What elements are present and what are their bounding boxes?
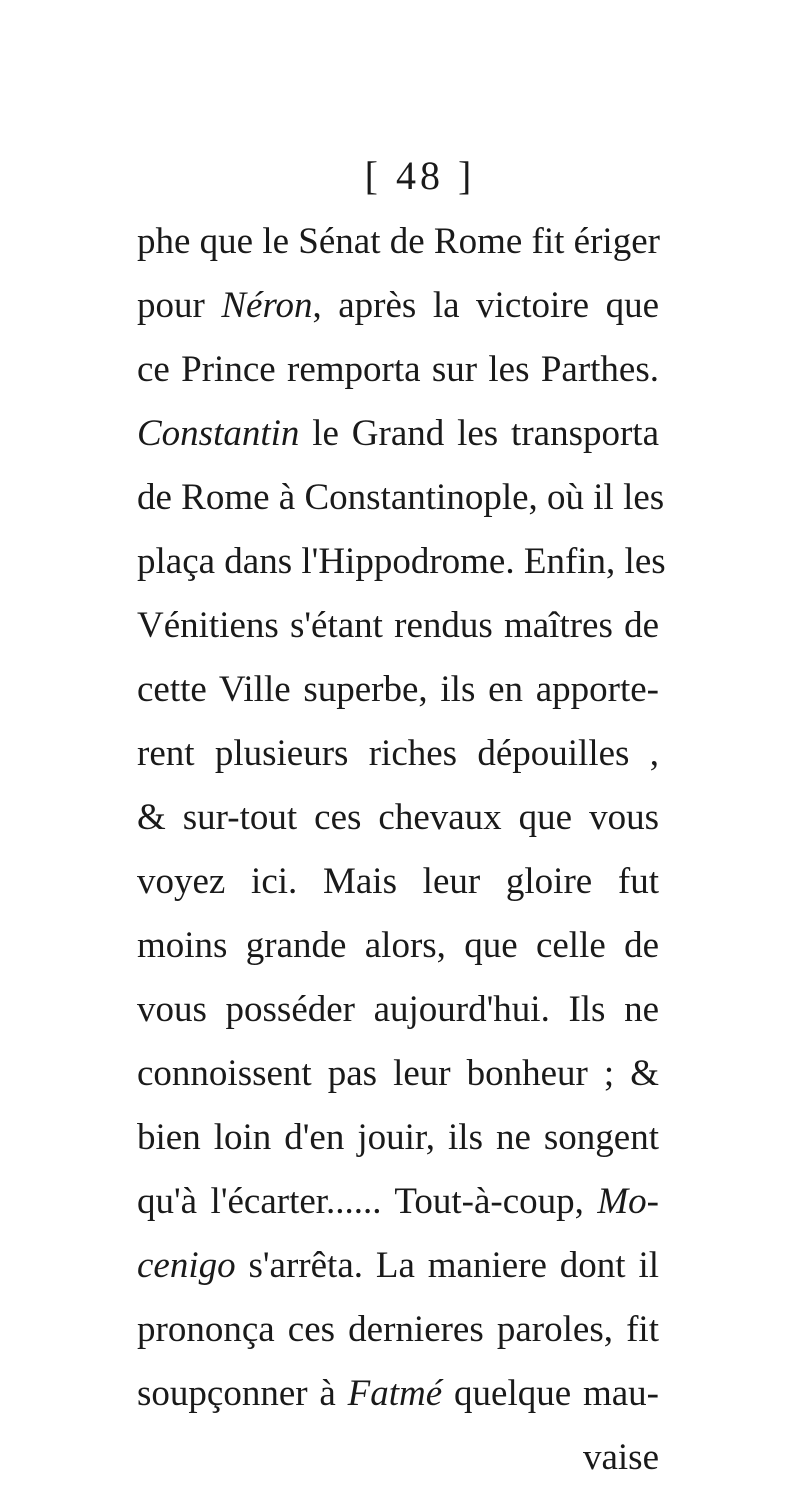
text-line: [137, 914, 659, 978]
text-segment: Vénitiens s'étant rendus maîtres de: [137, 605, 659, 646]
text-segment: rent plusieurs riches dépouilles ,: [137, 733, 659, 774]
text-segment: connoissent pas leur bonheur ; &: [137, 1053, 659, 1094]
text-segment: prononça ces dernieres paroles, fit: [137, 1309, 659, 1350]
text-segment: qu'à l'écarter...... Tout-à-coup,: [137, 1181, 598, 1222]
italic-name: Mo-: [597, 1181, 659, 1222]
text-line: [137, 594, 659, 658]
text-segment: & sur-tout ces chevaux que vous: [137, 797, 659, 838]
text-segment: bien loin d'en jouir, ils ne songent: [137, 1117, 659, 1158]
text-segment: cette Ville superbe, ils en apporte-: [137, 669, 659, 710]
text-line: [137, 1234, 659, 1298]
text-line: [137, 786, 659, 850]
text-segment: quelque mau-: [442, 1373, 659, 1414]
text-line: [137, 210, 659, 274]
italic-name: Fatmé: [347, 1373, 443, 1414]
body-text: [137, 210, 666, 1490]
text-segment: vaise: [582, 1437, 659, 1478]
text-line: [137, 850, 659, 914]
text-line: [137, 722, 659, 786]
italic-name: cenigo: [137, 1245, 236, 1286]
text-segment: pour: [137, 285, 222, 326]
text-line: [137, 402, 659, 466]
page-number: [ 48 ]: [364, 153, 476, 198]
text-line: [137, 1106, 659, 1170]
text-line: [137, 338, 659, 402]
text-segment: de Rome à Constantinople, où il les: [137, 477, 665, 518]
text-segment: s'arrêta. La maniere dont il: [235, 1245, 659, 1286]
text-line: [137, 1426, 659, 1490]
text-segment: phe que le Sénat de Rome fit ériger: [137, 221, 660, 262]
text-segment: plaça dans l'Hippodrome. Enfin, les: [137, 541, 666, 582]
text-line: [137, 658, 659, 722]
text-segment: voyez ici. Mais leur gloire fut: [137, 861, 659, 902]
text-segment: moins grande alors, que celle de: [137, 925, 659, 966]
text-line: [137, 530, 666, 594]
text-line: [137, 274, 659, 338]
text-line: [137, 1362, 659, 1426]
italic-name: Néron: [221, 285, 313, 326]
text-segment: , après la victoire que: [312, 285, 659, 326]
text-segment: vous posséder aujourd'hui. Ils ne: [137, 989, 659, 1030]
text-line: [137, 1042, 659, 1106]
text-line: [137, 466, 665, 530]
text-line: [137, 1170, 659, 1234]
text-segment: soupçonner à: [137, 1373, 348, 1414]
text-segment: ce Prince remporta sur les Parthes.: [137, 349, 659, 390]
text-line: [137, 1298, 659, 1362]
text-segment: le Grand les transporta: [299, 413, 659, 454]
text-line: [137, 978, 659, 1042]
italic-name: Constantin: [137, 413, 300, 454]
